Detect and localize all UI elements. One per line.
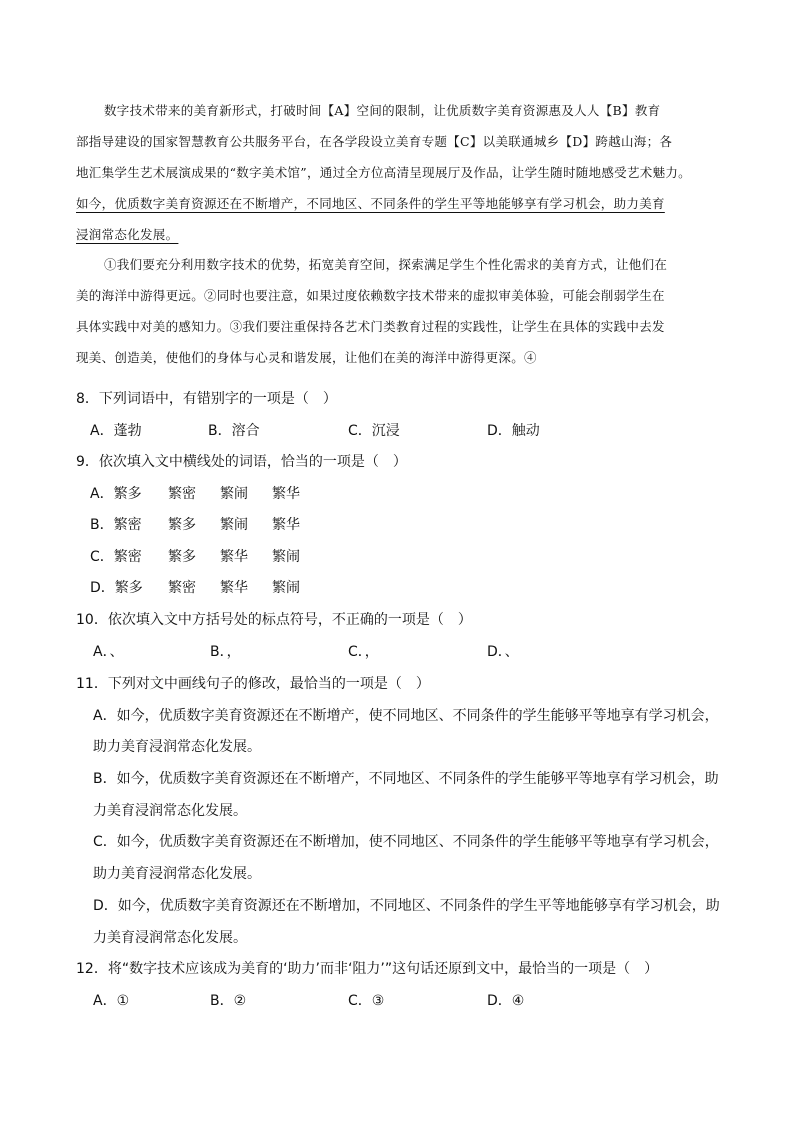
q10-option-a: A．、 [93,644,124,660]
underlined-sentence-end: 浸润常态化发展。 [76,227,179,242]
q9-option-d [90,578,324,598]
q10-option-d: D．、 [487,644,519,660]
q12-option-c: C．③ [348,993,385,1009]
passage-line: ①我们要充分利用数字技术的优势，拓宽美育空间，探索满足学生个性化需求的美育方式，让他们在 [104,257,668,272]
passage-line: 美的海洋中游得更远。②同时也要注意，如果过度依赖数字技术带来的虚拟审美体验，可能会削弱学生在 [76,288,665,303]
passage-paragraph-2 [76,249,724,373]
word: 繁华 [272,517,300,533]
q8-option-a: A．蓬勃 [90,423,142,439]
word: C．繁密 [90,549,142,565]
q12-option-b: B．② [210,993,247,1009]
word: 繁华 [272,486,300,502]
question-10-stem: 10．依次填入文中方括号处的标点符号，不正确的一项是（ ） [76,612,472,628]
word: 繁密 [168,580,196,596]
word: 繁华 [220,580,248,596]
q11-option-c-cont: 助力美育浸润常态化发展。 [93,866,261,882]
q11-option-d: D．如今，优质数字美育资源还在不断增加，不同地区、不同条件的学生平等地能够享有学习机会，助 [93,898,720,914]
passage-line: 数字技术带来的美育新形式，打破时间【A】空间的限制，让优质数字美育资源惠及人人【B】教育 [104,103,661,118]
q9-option-c [90,547,324,567]
q11-option-b: B．如今，优质数字美育资源还在不断增产，不同地区、不同条件的学生能够平等地享有学习机会，助 [93,771,719,787]
word: 繁闹 [272,549,300,565]
q8-option-c: C．沉浸 [348,423,400,439]
word: 繁多 [168,517,196,533]
q11-option-c: C．如今，优质数字美育资源还在不断增加，使不同地区、不同条件的学生能够平等地享有学习机会， [93,834,719,850]
q10-option-c: C．， [348,644,379,660]
word: 繁华 [220,549,248,565]
q11-option-b-cont: 力美育浸润常态化发展。 [93,803,247,819]
passage-line: 现美、创造美，使他们的身体与心灵和谐发展，让他们在美的海洋中游得更深。④ [76,350,537,365]
question-11-stem: 11．下列对文中画线句子的修改，最恰当的一项是（ ） [76,676,430,692]
word: 繁闹 [272,580,300,596]
word: B．繁密 [90,517,142,533]
q10-option-b: B．， [210,644,241,660]
passage-line: 部指导建设的国家智慧教育公共服务平台，在各学段设立美育专题【C】以美联通城乡【D】跨越山海；各 [76,134,673,149]
passage-line: 地汇集学生艺术展演成果的“数字美术馆”，通过全方位高清呈现展厅及作品，让学生随时随地感受艺术魅力。 [76,165,691,180]
q8-option-d: D．触动 [487,423,540,439]
word: D．繁多 [90,580,143,596]
q9-option-a [90,484,324,504]
question-9-stem: 9．依次填入文中横线处的词语，恰当的一项是（ ） [76,454,407,470]
question-12-stem: 12．将“数字技术应该成为美育的‘助力’而非‘阻力’”这句话还原到文中，最恰当的一项是（ ） [76,961,659,977]
q11-option-d-cont: 力美育浸润常态化发展。 [93,930,247,946]
passage-line: 具体实践中对美的感知力。③我们要注重保持各艺术门类教育过程的实践性，让学生在具体的实践中去发 [76,319,665,334]
q12-option-d: D．④ [487,993,525,1009]
q12-option-a: A．① [93,993,130,1009]
q9-option-b [90,515,324,535]
passage-paragraph-1 [76,95,724,250]
question-8-stem: 8．下列词语中，有错别字的一项是（ ） [76,391,337,407]
word: 繁密 [168,486,196,502]
word: 繁闹 [220,517,248,533]
word: 繁闹 [220,486,248,502]
q11-option-a-cont: 助力美育浸润常态化发展。 [93,739,261,755]
word: A．繁多 [90,486,142,502]
q11-option-a: A．如今，优质数字美育资源还在不断增产，使不同地区、不同条件的学生能够平等地享有学习机会， [93,708,719,724]
word: 繁多 [168,549,196,565]
underlined-sentence: 如今，优质数字美育资源还在不断增产，不同地区、不同条件的学生平等地能够享有学习机会，助力美育 [76,196,665,211]
q8-option-b: B．溶合 [208,423,260,439]
